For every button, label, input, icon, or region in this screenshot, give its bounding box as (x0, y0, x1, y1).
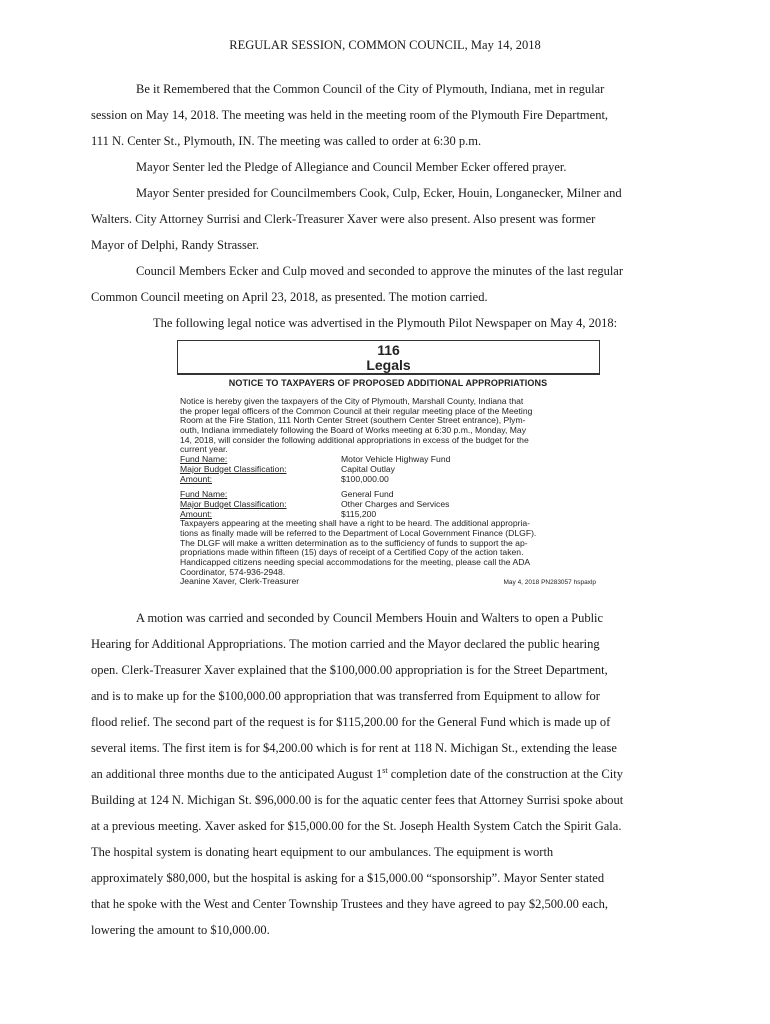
notice-line: Handicapped citizens needing special accommodations for the meeting, please call the ADA (180, 557, 531, 567)
section-title: Legals (366, 357, 411, 373)
fund-name-value: Motor Vehicle Highway Fund (341, 454, 451, 465)
text-line: Be it Remembered that the Common Council of the City of Plymouth, Indiana, met in regular (136, 82, 605, 96)
text-segment: completion date of the construction at the City (387, 767, 623, 781)
text-line: and is to make up for the $100,000.00 appropriation that was transferred from Equipment to allow for (91, 689, 600, 703)
notice-title: NOTICE TO TAXPAYERS OF PROPOSED ADDITIONAL APPROPRIATIONS (228, 378, 548, 388)
text-line: Building at 124 N. Michigan St. $96,000.00 is for the aquatic center fees that Attorney Surrisi spoke about (91, 793, 624, 807)
major-budget-label: Major Budget Classification: (180, 463, 287, 474)
text-line: session on May 14, 2018. The meeting was held in the meeting room of the Plymouth Fire Department, (91, 108, 609, 122)
notice-line: Room at the Fire Station, 111 North Center Street (southern Center Street entrance), Plym- (180, 415, 526, 426)
amount-label: Amount: (180, 473, 213, 484)
notice-signature-row (180, 577, 598, 587)
fund-name-label: Fund Name: (180, 489, 228, 500)
fund-name-label: Fund Name: (180, 454, 228, 465)
notice-line: tions as finally made will be referred to the Department of Local Government Finance (DLGF). (180, 527, 537, 538)
notice-line: Coordinator, 574-936-2948. (180, 566, 286, 577)
text-segment: an additional three months due to the anticipated August 1 (91, 767, 383, 781)
fund-row (180, 500, 598, 510)
notice-line: current year. (180, 444, 228, 455)
text-line (91, 767, 623, 782)
text-line: that he spoke with the West and Center Township Trustees and they have agreed to pay $2,500.00 each, (91, 897, 608, 911)
legal-notice-clipping (174, 340, 602, 602)
notice-line: Notice is hereby given the taxpayers of the City of Plymouth, Marshall County, Indiana that (180, 396, 524, 406)
ordinal-suffix: st (382, 765, 388, 775)
text-line: 111 N. Center St., Plymouth, IN. The meeting was called to order at 6:30 p.m. (91, 134, 482, 148)
notice-line: outh, Indiana immediately following the Board of Works meeting at 6:30 p.m., Monday, May (180, 425, 526, 436)
text-line: at a previous meeting. Xaver asked for $15,000.00 for the St. Joseph Health System Catch the Spirit Gala. (91, 819, 622, 833)
fund-row (180, 465, 598, 475)
legals-section-header (177, 340, 600, 375)
publication-line: May 4, 2018 PN283057 hspaxlp (503, 579, 596, 587)
notice-line: 14, 2018, will consider the following additional appropriations in excess of the budget for the (180, 434, 529, 445)
text-line: approximately $80,000, but the hospital is asking for a $15,000.00 “sponsorship”. Mayor Senter stated (91, 871, 605, 885)
text-line: A motion was carried and seconded by Council Members Houin and Walters to open a Public (136, 611, 604, 625)
notice-line: Taxpayers appearing at the meeting shall have a right to be heard. The additional appropria- (180, 518, 531, 529)
notice-signature: Jeanine Xaver, Clerk-Treasurer (180, 576, 300, 587)
page-header: REGULAR SESSION, COMMON COUNCIL, May 14, 2018 (229, 38, 541, 52)
major-budget-value: Capital Outlay (341, 463, 395, 474)
text-line: flood relief. The second part of the request is for $115,200.00 for the General Fund which is made up of (91, 715, 611, 729)
notice-body (180, 397, 598, 587)
text-line: Common Council meeting on April 23, 2018, as presented. The motion carried. (91, 290, 488, 304)
text-line: several items. The first item is for $4,200.00 which is for rent at 118 N. Michigan St., extending the lease (91, 741, 617, 755)
section-number: 116 (377, 342, 400, 358)
text-line: open. Clerk-Treasurer Xaver explained that the $100,000.00 appropriation is for the Street Department, (91, 663, 608, 677)
text-line: lowering the amount to $10,000.00. (91, 923, 270, 937)
text-line: Council Members Ecker and Culp moved and seconded to approve the minutes of the last regular (136, 264, 624, 278)
text-line: Walters. City Attorney Surrisi and Clerk-Treasurer Xaver were also present. Also present was former (91, 212, 596, 226)
notice-line: propriations made within fifteen (15) days of receipt of a Certified Copy of the action taken. (180, 547, 524, 558)
text-line: Mayor Senter presided for Councilmembers Cook, Culp, Ecker, Houin, Longanecker, Milner and (136, 186, 622, 200)
major-budget-label: Major Budget Classification: (180, 498, 287, 509)
notice-line: the proper legal officers of the Common Council at their regular meeting place of the Meeting (180, 405, 533, 416)
text-line: Mayor Senter led the Pledge of Allegiance and Council Member Ecker offered prayer. (136, 160, 567, 174)
amount-label: Amount: (180, 508, 213, 519)
fund-name-value: General Fund (341, 489, 394, 500)
major-budget-value: Other Charges and Services (341, 498, 450, 509)
notice-line: The DLGF will make a written determination as to the sufficiency of funds to support the ap- (180, 537, 528, 548)
amount-value: $115,200 (341, 508, 377, 519)
text-line: The following legal notice was advertised in the Plymouth Pilot Newspaper on May 4, 2018: (153, 316, 618, 330)
amount-value: $100,000.00 (341, 473, 389, 484)
text-line: The hospital system is donating heart equipment to our ambulances. The equipment is worth (91, 845, 554, 859)
fund-row (180, 475, 598, 485)
text-line: Hearing for Additional Appropriations. The motion carried and the Mayor declared the public hearing (91, 637, 600, 651)
text-line: Mayor of Delphi, Randy Strasser. (91, 238, 260, 252)
